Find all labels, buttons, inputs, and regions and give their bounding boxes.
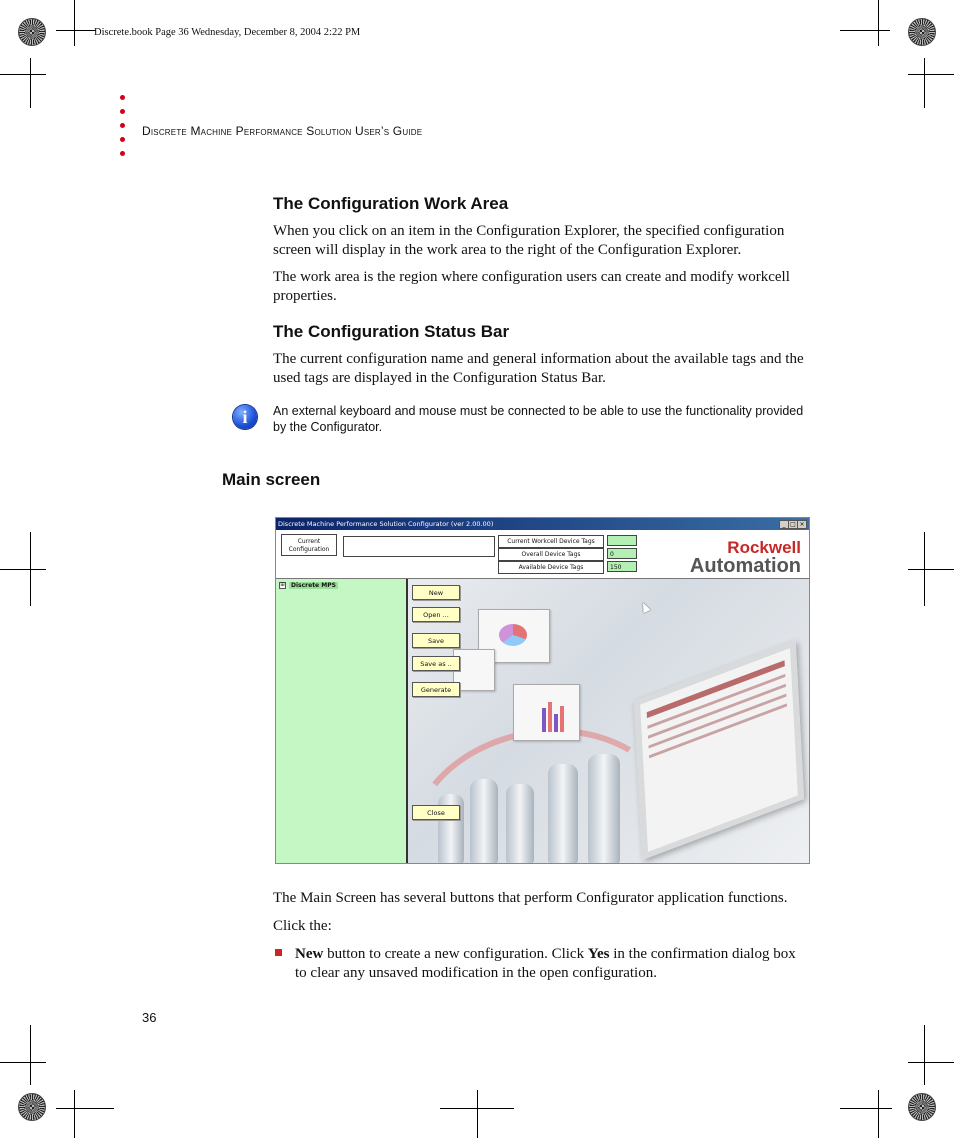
current-configuration-field	[343, 536, 495, 557]
generate-button[interactable]: Generate	[412, 682, 460, 697]
crop-mark	[56, 30, 96, 31]
close-button[interactable]: Close	[412, 805, 460, 820]
tag-label: Available Device Tags	[498, 561, 604, 574]
window-title: Discrete Machine Performance Solution Configurator (ver 2.00.00)	[276, 518, 809, 530]
crop-mark	[924, 1025, 925, 1085]
crop-mark	[908, 74, 954, 75]
tag-value: 0	[607, 548, 637, 559]
crop-mark	[0, 1062, 46, 1063]
configuration-explorer	[276, 579, 408, 863]
crop-mark	[74, 0, 75, 46]
crop-mark	[840, 1108, 892, 1109]
registration-rosette-icon	[18, 18, 46, 46]
tree-item-label: Discrete MPS	[291, 582, 336, 589]
body-paragraph: The current configuration name and general information about the available tags and the used tags are displayed in the Configuration Status Bar.	[273, 351, 804, 386]
section-heading: The Configuration Work Area	[273, 194, 509, 213]
crop-mark	[840, 30, 890, 31]
note-text: An external keyboard and mouse must be connected to be able to use the functionality provided by the Configurator.	[273, 404, 804, 434]
body-paragraph: The Main Screen has several buttons that perform Configurator application functions.	[273, 890, 788, 906]
registration-rosette-icon	[908, 1093, 936, 1121]
crop-mark	[30, 1025, 31, 1085]
tag-label: Overall Device Tags	[498, 548, 604, 561]
crop-mark	[0, 569, 46, 570]
rockwell-automation-logo: Rockwell Automation	[689, 538, 801, 577]
tag-label: Current Workcell Device Tags	[498, 535, 604, 548]
crop-mark	[924, 58, 925, 108]
crop-mark	[440, 1108, 514, 1109]
crop-mark	[74, 1090, 75, 1138]
main-screen-heading: Main screen	[222, 470, 321, 489]
crop-mark	[30, 58, 31, 108]
body-paragraph: Click the:	[273, 918, 332, 934]
close-window-button[interactable]: ×	[797, 520, 807, 529]
tag-value	[607, 535, 637, 546]
print-slug: Discrete.book Page 36 Wednesday, December 8, 2004 2:22 PM	[94, 27, 361, 38]
expand-icon[interactable]: ⊞	[280, 582, 285, 588]
margin-dots	[120, 95, 130, 165]
save-as-button[interactable]: Save as ..	[412, 656, 460, 671]
registration-rosette-icon	[908, 18, 936, 46]
body-paragraph: The work area is the region where configuration users can create and modify workcell properties.	[273, 269, 790, 304]
body-paragraph: When you click on an item in the Configuration Explorer, the specified configuration screen will display in the work area to the right of the Configuration Explorer.	[273, 223, 785, 258]
work-area	[408, 579, 809, 863]
crop-mark	[908, 569, 954, 570]
preview-window-bars	[513, 684, 580, 741]
info-icon: i	[233, 405, 257, 429]
registration-rosette-icon	[18, 1093, 46, 1121]
running-head: Discrete Machine Performance Solution User’s Guide	[142, 124, 423, 138]
crop-mark	[878, 0, 879, 46]
crop-mark	[878, 1090, 879, 1138]
tag-value: 150	[607, 561, 637, 572]
crop-mark	[908, 1062, 954, 1063]
bullet-item: New button to create a new configuration. Click Yes in the confirmation dialog box to clear any unsaved modification in the open configuration.	[295, 946, 796, 981]
section-heading: The Configuration Status Bar	[273, 322, 510, 341]
configurator-screenshot	[275, 517, 810, 864]
new-button[interactable]: New	[412, 585, 460, 600]
tree-item-discrete-mps[interactable]	[279, 582, 338, 589]
bullet-square-icon	[275, 949, 282, 956]
minimize-button[interactable]: _	[779, 520, 789, 529]
save-button[interactable]: Save	[412, 633, 460, 648]
configuration-status-bar	[276, 530, 809, 579]
crop-mark	[56, 1108, 114, 1109]
current-configuration-button[interactable]: Current Configuration	[281, 534, 337, 556]
crop-mark	[477, 1090, 478, 1138]
maximize-button[interactable]: □	[788, 520, 798, 529]
crop-mark	[0, 74, 46, 75]
page-number: 36	[142, 1010, 157, 1025]
open-button[interactable]: Open ...	[412, 607, 460, 622]
